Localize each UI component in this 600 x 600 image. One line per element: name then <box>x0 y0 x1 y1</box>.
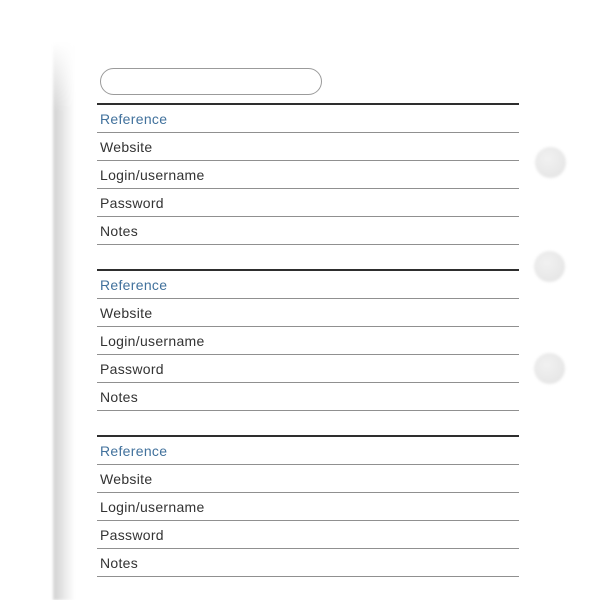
field-label: Login/username <box>100 498 205 515</box>
field-row <box>97 549 519 577</box>
field-row <box>97 217 519 245</box>
reference-label: Reference <box>100 442 168 459</box>
field-row <box>97 383 519 411</box>
field-label: Notes <box>100 222 139 239</box>
content-column <box>97 103 519 577</box>
field-row <box>97 355 519 383</box>
field-row <box>97 133 519 161</box>
field-label: Notes <box>100 554 139 571</box>
field-row <box>97 299 519 327</box>
field-label: Password <box>100 360 164 377</box>
binder-hole <box>535 147 566 178</box>
binder-hole <box>534 251 565 282</box>
reference-row <box>97 271 519 299</box>
field-row <box>97 521 519 549</box>
field-label: Website <box>100 138 153 155</box>
field-label: Website <box>100 470 153 487</box>
field-label: Notes <box>100 388 139 405</box>
field-row <box>97 161 519 189</box>
reference-row <box>97 105 519 133</box>
title-field[interactable] <box>100 68 322 95</box>
field-label: Password <box>100 194 164 211</box>
field-row <box>97 327 519 355</box>
reference-label: Reference <box>100 276 168 293</box>
page-edge-shadow <box>53 42 75 600</box>
field-row <box>97 465 519 493</box>
reference-label: Reference <box>100 110 168 127</box>
field-label: Password <box>100 526 164 543</box>
reference-row <box>97 437 519 465</box>
field-label: Login/username <box>100 166 205 183</box>
field-label: Website <box>100 304 153 321</box>
binder-hole <box>534 353 565 384</box>
password-entry-section <box>97 269 519 411</box>
field-row <box>97 189 519 217</box>
field-label: Login/username <box>100 332 205 349</box>
field-row <box>97 493 519 521</box>
password-entry-section <box>97 435 519 577</box>
password-entry-section <box>97 103 519 245</box>
